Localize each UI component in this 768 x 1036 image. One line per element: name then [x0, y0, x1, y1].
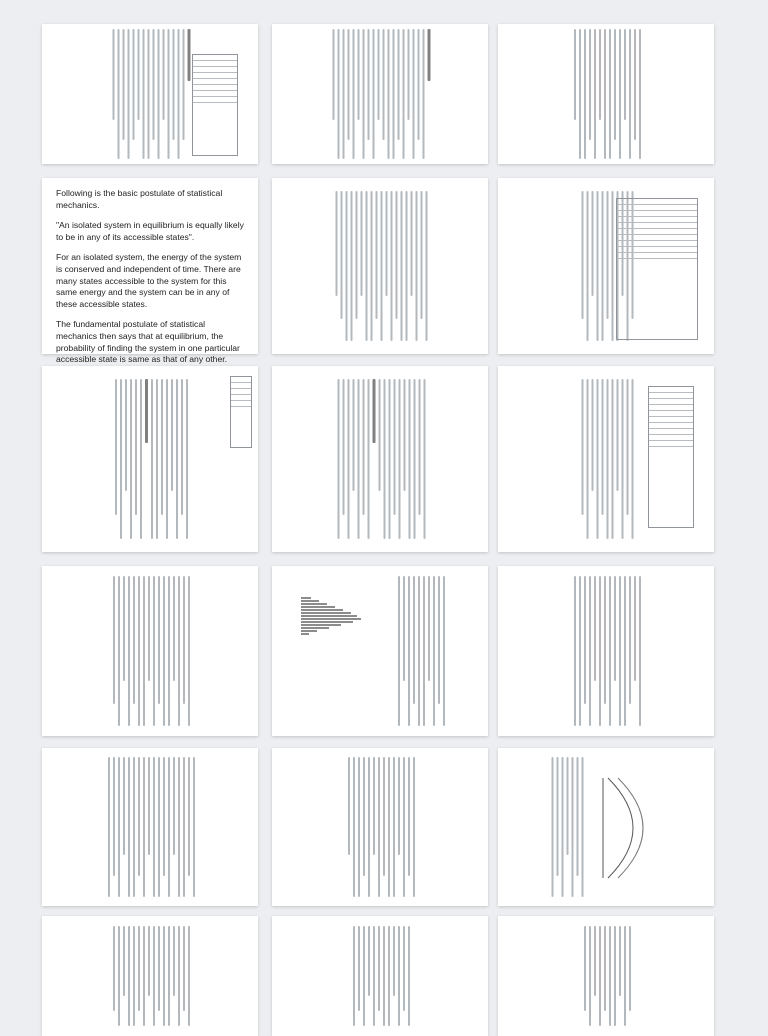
page-thumbnail-8[interactable]	[498, 366, 714, 552]
page-thumbnail-14[interactable]	[498, 748, 714, 906]
page-thumbnail-3[interactable]	[498, 24, 714, 164]
page-thumbnail-7[interactable]	[272, 366, 488, 552]
highlighted-text-card[interactable]	[42, 178, 258, 365]
page-thumbnail-12[interactable]	[42, 748, 258, 906]
table-figure	[192, 54, 238, 156]
page-thumbnail-13[interactable]	[272, 748, 488, 906]
paragraph-2: "An isolated system in equilibrium is equally likely to be in any of its accessible states".	[56, 220, 244, 242]
page-thumbnail-6[interactable]	[42, 366, 258, 552]
page-thumbnail-9[interactable]	[42, 566, 258, 736]
paragraph-4: The fundamental postulate of statistical mechanics then says that at equilibrium, the probability of finding the system in one particular accessible state is same as that of any other.	[56, 319, 240, 365]
page-thumbnail-2[interactable]	[272, 24, 488, 164]
curve-figure	[598, 768, 678, 888]
page-thumbnail-5[interactable]	[498, 178, 714, 354]
page-thumbnail-11[interactable]	[498, 566, 714, 736]
page-thumbnail-4[interactable]	[272, 178, 488, 354]
paragraph-3: For an isolated system, the energy of the system is conserved and independent of time. There are many states accessible to the system for this same energy and the system can be in any of these accessible states.	[56, 252, 242, 309]
histogram-figure	[301, 597, 361, 635]
page-thumbnail-15[interactable]	[42, 916, 258, 1036]
page-thumbnail-1[interactable]	[42, 24, 258, 164]
table-figure	[230, 376, 252, 448]
page-thumbnail-17[interactable]	[498, 916, 714, 1036]
paragraph-1: Following is the basic postulate of statistical mechanics.	[56, 188, 223, 210]
table-figure	[648, 386, 694, 528]
table-figure	[616, 198, 698, 340]
page-thumbnail-16[interactable]	[272, 916, 488, 1036]
page-thumbnail-10[interactable]	[272, 566, 488, 736]
